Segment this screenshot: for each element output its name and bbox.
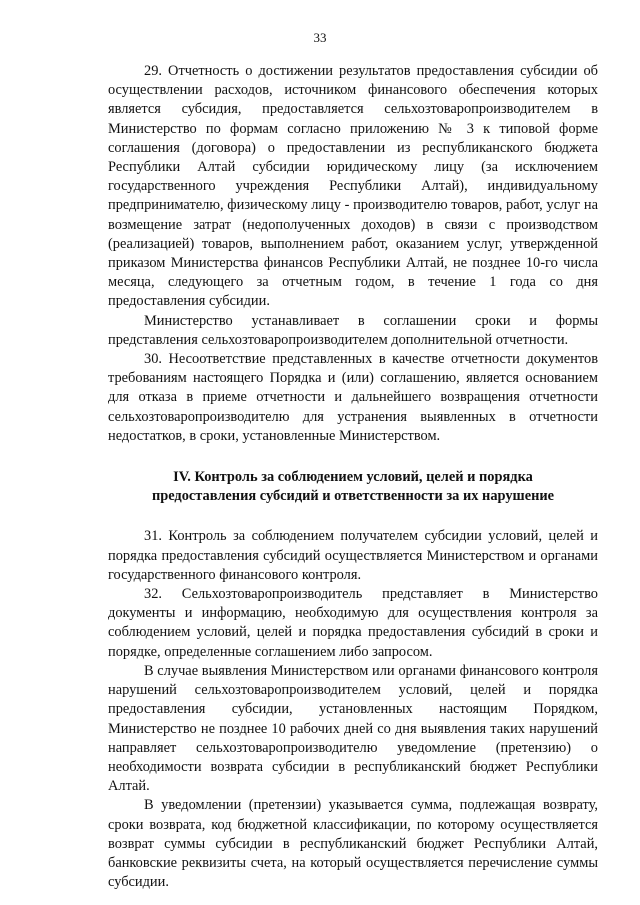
paragraph-32: 32. Сельхозтоваропроизводитель представляет в Министерство документы и информацию, необходимую для осуществления контроля за соблюдением условий, целей и порядка предоставления субсидий в сроки и порядке, определенные соглашением либо запросом. xyxy=(108,586,598,660)
section-heading-line2: предоставления субсидий и ответственности за их нарушение xyxy=(151,488,555,505)
page-number: 33 xyxy=(313,30,327,45)
paragraph-29: 29. Отчетность о достижении результатов предоставления субсидии об осуществлении расходов, источником финансового обеспечения которых является субсидия, предоставляется сельхозтоваропроизводителем в Министерство по формам согласно приложению № 3 к типовой форме соглашения (договора) о предоставлении из республиканского бюджета Республики Алтай субсидии юридическому лицу (за исключением государственного учреждения Республики Алтай), индивидуальному предпринимателю, физическому лицу - производителю товаров, работ, услуг на возмещение затрат (недополученных доходов) в связи с производством (реализацией) товаров, выполнением работ, оказанием услуг, утвержденной приказом Министерства финансов Республики Алтай, не позднее 10-го числа месяца, следующего за отчетным годом, в течение 1 года со дня предоставления субсидии. xyxy=(108,63,598,310)
paragraph-notice-contents: В уведомлении (претензии) указывается сумма, подлежащая возврату, сроки возврата, код бюджетной классификации, по которому осуществляется возврат суммы субсидии в республиканский бюджет Республики Алтай, банковские реквизиты счета, на который осуществляется перечисление суммы субсидии. xyxy=(108,797,598,891)
paragraph-31: 31. Контроль за соблюдением получателем субсидии условий, целей и порядка предоставления субсидий осуществляется Министерством и органами государственного финансового контроля. xyxy=(108,528,598,583)
paragraph-30: 30. Несоответствие представленных в качестве отчетности документов требованиям настоящего Порядка и (или) соглашению, является основанием для отказа в приеме отчетности и дальнейшего возвращения отчетности сельхозтоваропроизводителю для устранения выявленных в отчетности недостатков, в сроки, установленные Министерством. xyxy=(108,351,598,444)
section-heading-line1: IV. Контроль за соблюдением условий, целей и порядка xyxy=(173,469,533,486)
document-body xyxy=(108,62,598,892)
paragraph-additional-reporting: Министерство устанавливает в соглашении сроки и формы представления сельхозтоваропроизводителем дополнительной отчетности. xyxy=(108,312,598,348)
paragraph-violation-notice: В случае выявления Министерством или органами финансового контроля нарушений сельхозтоваропроизводителем условий, целей и порядка предоставления субсидии, установленных настоящим Порядком, Министерство не позднее 10 рабочих дней со дня выявления таких нарушений направляет сельхозтоваропроизводителю уведомление (претензию) о необходимости возврата субсидии в республиканский бюджет Республики Алтай. xyxy=(108,662,598,795)
section-heading xyxy=(108,468,598,506)
